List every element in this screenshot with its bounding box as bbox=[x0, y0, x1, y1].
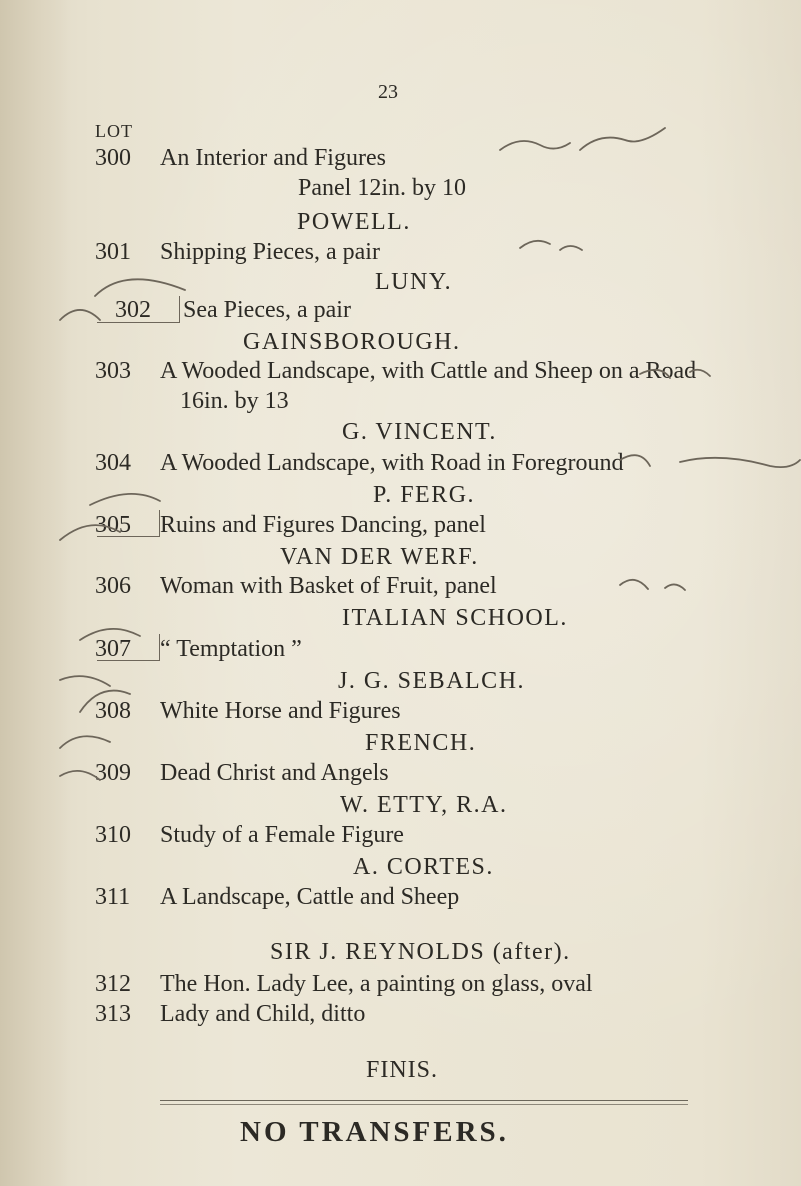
artist-attribution: J. G. SEBALCH. bbox=[338, 668, 526, 694]
lot-number: 308 bbox=[95, 698, 131, 724]
lot-number: 301 bbox=[95, 239, 131, 265]
finis-mark: FINIS. bbox=[366, 1057, 439, 1083]
artist-attribution: W. ETTY, R.A. bbox=[340, 792, 508, 818]
artist-attribution: G. VINCENT. bbox=[342, 419, 497, 445]
lot-column-header: LOT bbox=[95, 121, 133, 141]
lot-number: 311 bbox=[95, 884, 131, 910]
lot-title: “ Temptation ” bbox=[160, 636, 302, 662]
artist-attribution: FRENCH. bbox=[365, 730, 477, 756]
lot-title: Woman with Basket of Fruit, panel bbox=[160, 573, 497, 599]
artist-attribution: POWELL. bbox=[297, 209, 411, 235]
lot-number: 309 bbox=[95, 760, 131, 786]
lot-title: White Horse and Figures bbox=[160, 698, 401, 724]
lot-number: 310 bbox=[95, 822, 131, 848]
footer-rule bbox=[160, 1100, 688, 1101]
lot-number: 300 bbox=[95, 145, 131, 171]
lot-title: Lady and Child, ditto bbox=[160, 1001, 366, 1027]
page-number: 23 bbox=[378, 81, 398, 103]
lot-title: Dead Christ and Angels bbox=[160, 760, 389, 786]
no-transfers-notice: NO TRANSFERS. bbox=[240, 1116, 509, 1148]
lot-title: Study of a Female Figure bbox=[160, 822, 404, 848]
lot-number: 313 bbox=[95, 1001, 131, 1027]
lot-number: 302 bbox=[115, 297, 151, 323]
artist-attribution: ITALIAN SCHOOL. bbox=[342, 605, 568, 631]
artist-attribution: P. FERG. bbox=[373, 482, 476, 508]
artist-attribution: LUNY. bbox=[375, 269, 453, 295]
pencil-box-302 bbox=[97, 296, 180, 323]
lot-title: An Interior and Figures bbox=[160, 145, 386, 171]
lot-number: 304 bbox=[95, 450, 131, 476]
pencil-box-305 bbox=[97, 510, 160, 537]
artist-attribution: VAN DER WERF. bbox=[280, 544, 479, 570]
lot-dimensions: Panel 12in. by 10 bbox=[298, 175, 466, 201]
lot-title: A Landscape, Cattle and Sheep bbox=[160, 884, 460, 910]
artist-attribution: SIR J. REYNOLDS (after). bbox=[270, 939, 571, 965]
lot-number: 306 bbox=[95, 573, 131, 599]
lot-title: A Wooded Landscape, with Road in Foreground bbox=[160, 450, 624, 476]
artist-attribution: A. CORTES. bbox=[353, 854, 494, 880]
lot-title: A Wooded Landscape, with Cattle and Sheep on a Road bbox=[160, 358, 697, 384]
pencil-box-307 bbox=[97, 634, 160, 661]
lot-number: 303 bbox=[95, 358, 131, 384]
artist-attribution: GAINSBOROUGH. bbox=[243, 329, 461, 355]
lot-title: Shipping Pieces, a pair bbox=[160, 239, 380, 265]
lot-title: Ruins and Figures Dancing, panel bbox=[160, 512, 486, 538]
lot-title: Sea Pieces, a pair bbox=[183, 297, 351, 323]
footer-rule-double bbox=[160, 1104, 688, 1105]
lot-number: 305 bbox=[95, 512, 131, 538]
lot-number: 307 bbox=[95, 636, 131, 662]
lot-title: The Hon. Lady Lee, a painting on glass, oval bbox=[160, 971, 593, 997]
lot-number: 312 bbox=[95, 971, 131, 997]
lot-dimensions: 16in. by 13 bbox=[180, 388, 289, 414]
binding-gutter bbox=[0, 0, 70, 1186]
